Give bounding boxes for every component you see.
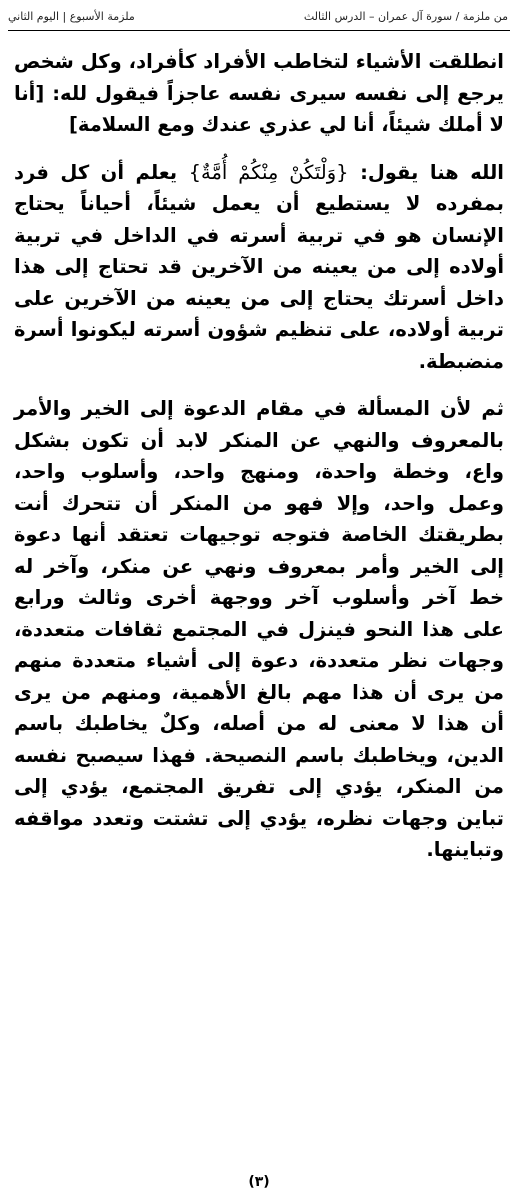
quran-quote: {وَلْتَكُنْ مِنْكُمْ أُمَّةٌ} — [188, 160, 349, 184]
header-divider — [8, 30, 510, 31]
paragraph-3: ثم لأن المسألة في مقام الدعوة إلى الخير والأمر بالمعروف والنهي عن المنكر لابد أن تكون بشكل واع، وخطة واحدة، ومنهج واحد، وأسلوب واحد، وعمل واحد، وإلا فهو من المنكر أن تتحرك أنت بطريقتك الخاصة فتوجه توجيهات تعتقد أنها دعوة إلى الخير وأمر بمعروف ونهي عن منكر، وآخر له خط آخر وأسلوب آخر ووجهة أخرى وثالث ورابع على هذا النحو فينزل في المجتمع ثقافات متعددة، وجهات نظر متعددة، دعوة إلى أشياء متعددة منهم من يرى أن هذا مهم بالغ الأهمية، ومنهم من يرى أن هذا لا معنى له من أصله، وكلٌ يخاطبك باسم الدين، ويخاطبك باسم النصيحة. فهذا سيصبح نفسه من المنكر، يؤدي إلى تفريق المجتمع، يؤدي إلى تباين وجهات نظره، يؤدي إلى تشتت وتعدد مواقفه وتباينها. — [14, 397, 504, 861]
page-header — [8, 6, 508, 26]
paragraph-2 — [14, 157, 504, 378]
header-lesson-title: من ملزمة / سورة آل عمران – الدرس الثالث — [303, 9, 508, 23]
header-week-day: ملزمة الأسبوع | اليوم الثاني — [8, 9, 135, 23]
paragraph-2-intro: الله هنا يقول: — [348, 160, 504, 184]
paragraph-2-body: يعلم أن كل فرد بمفرده لا يستطيع أن يعمل شيئاً، أحياناً يحتاج الإنسان هو في تربية أسرته في الداخل في تربية أولاده إلى من يعينه من الآخرين قد تحتاج إلى هذا داخل أسرتك يحتاج إلى من يعينه من الآخرين على تربية أولاده، على تنظيم شؤون أسرته ليكونوا أسرة منضبطة. — [14, 160, 504, 373]
paragraph-1: انطلقت الأشياء لتخاطب الأفراد كأفراد، وكل شخص يرجع إلى نفسه سيرى نفسه عاجزاً فيقول لله: [أنا لا أملك شيئاً، أنا لي عذري عندك ومع السلامة] — [14, 50, 504, 136]
page-number: (٣) — [248, 1174, 270, 1190]
document-body — [14, 46, 504, 886]
